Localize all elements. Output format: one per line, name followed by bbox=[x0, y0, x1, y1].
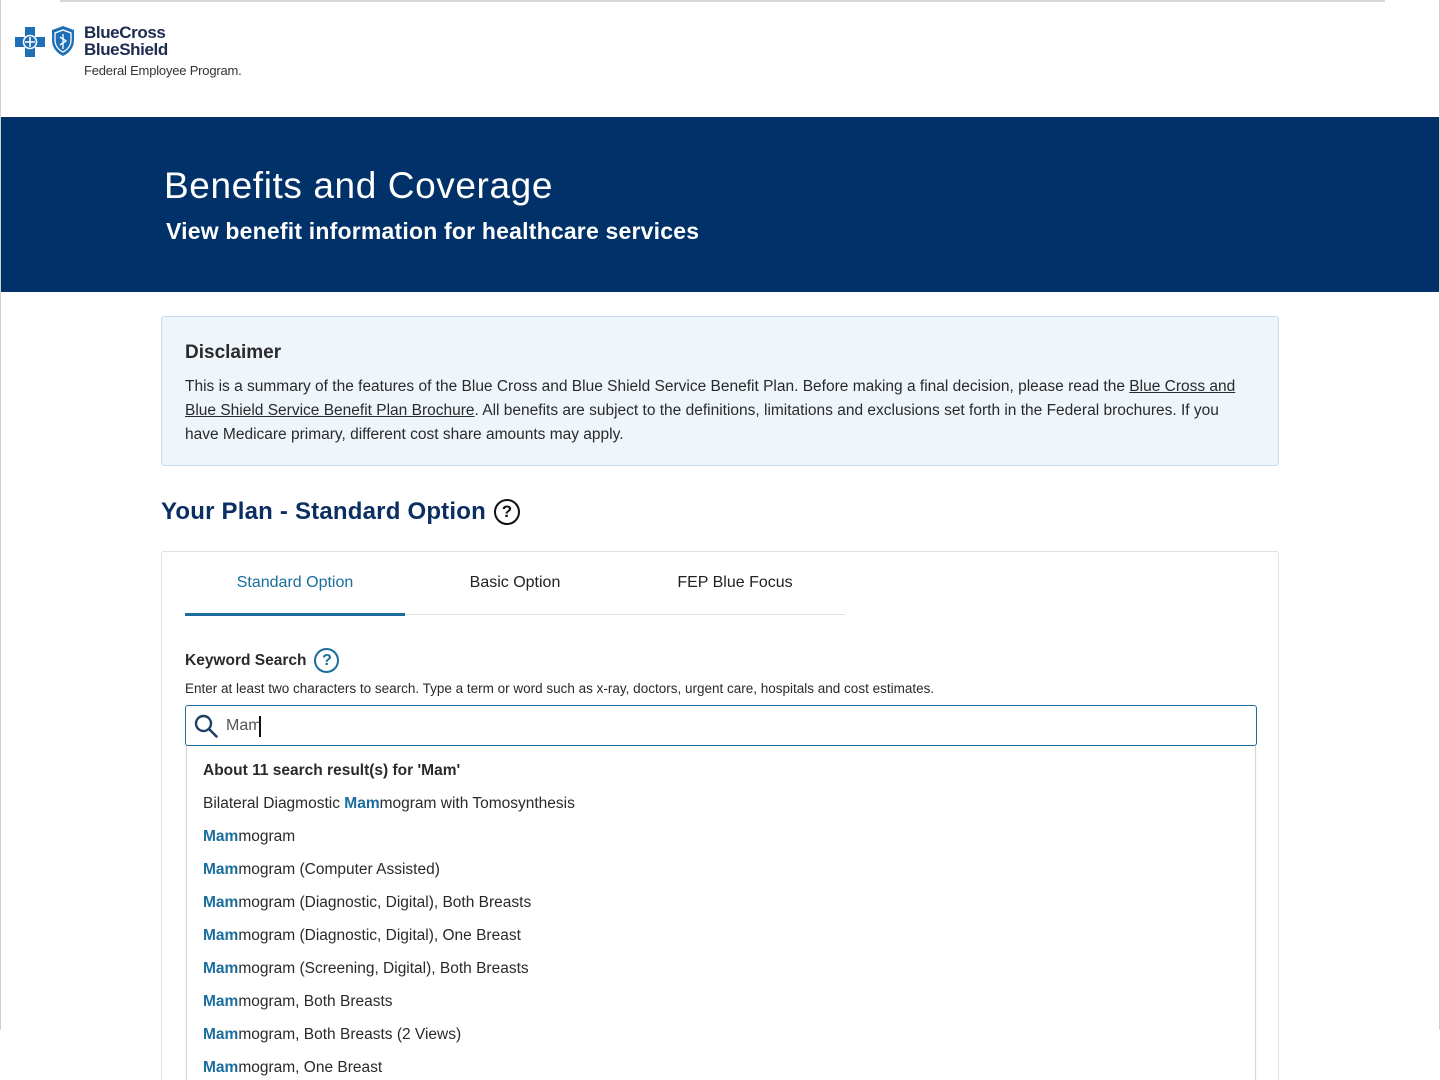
site-header bbox=[0, 0, 1440, 117]
search-result-item[interactable] bbox=[203, 993, 575, 1026]
plan-title: Your Plan - Standard Option bbox=[161, 498, 486, 525]
search-result-item[interactable] bbox=[203, 828, 575, 861]
logo-brand-line-1: BlueCross bbox=[84, 23, 166, 42]
hero-banner bbox=[1, 117, 1439, 292]
keyword-search-box[interactable] bbox=[185, 705, 1257, 746]
blue-cross-icon bbox=[14, 26, 46, 58]
plan-card bbox=[161, 551, 1279, 1080]
search-results-summary: About 11 search result(s) for 'Mam' bbox=[203, 762, 461, 779]
result-match-highlight: Mam bbox=[203, 927, 239, 944]
result-text-after: mogram, Both Breasts bbox=[238, 993, 393, 1010]
logo-brand-line-2: BlueShield bbox=[84, 40, 168, 59]
logo-wordmark bbox=[84, 24, 242, 78]
blue-shield-icon bbox=[50, 25, 76, 57]
search-results-list bbox=[203, 795, 575, 1080]
result-text-after: mogram (Screening, Digital), Both Breasts bbox=[238, 960, 529, 977]
result-match-highlight: Mam bbox=[203, 993, 239, 1010]
disclaimer-text-part-1: This is a summary of the features of the Blue Cross and Blue Shield Service Benefit Plan. Before making a final decision, please read the bbox=[185, 378, 1130, 395]
plan-help-icon[interactable]: ? bbox=[494, 499, 520, 525]
logo-subtitle: Federal Employee Program. bbox=[84, 63, 242, 78]
tab-standard-option[interactable]: Standard Option bbox=[185, 552, 405, 615]
disclaimer-title: Disclaimer bbox=[185, 342, 282, 363]
plan-tabs bbox=[185, 552, 845, 615]
result-text-after: mogram (Diagnostic, Digital), Both Breasts bbox=[238, 894, 532, 911]
result-text-before: Bilateral Diagmostic bbox=[203, 795, 345, 812]
keyword-search-help-icon[interactable]: ? bbox=[314, 648, 339, 673]
search-result-item[interactable] bbox=[203, 795, 575, 828]
result-match-highlight: Mam bbox=[203, 828, 239, 845]
search-result-item[interactable] bbox=[203, 927, 575, 960]
search-icon bbox=[193, 713, 219, 739]
bcbs-fep-logo[interactable] bbox=[14, 24, 242, 78]
plan-heading bbox=[161, 498, 520, 526]
keyword-search-label: Keyword Search bbox=[185, 651, 307, 669]
search-result-item[interactable] bbox=[203, 894, 575, 927]
tab-basic-option[interactable]: Basic Option bbox=[469, 573, 561, 591]
result-text-after: mogram bbox=[238, 828, 296, 845]
result-match-highlight: Mam bbox=[344, 795, 380, 812]
disclaimer-text bbox=[185, 375, 1255, 447]
tab-fep-blue-focus[interactable]: FEP Blue Focus bbox=[677, 573, 793, 591]
search-result-item[interactable] bbox=[203, 861, 575, 894]
disclaimer-panel bbox=[161, 316, 1279, 466]
result-match-highlight: Mam bbox=[203, 1026, 239, 1043]
result-match-highlight: Mam bbox=[203, 894, 239, 911]
result-match-highlight: Mam bbox=[203, 960, 239, 977]
text-caret bbox=[259, 716, 261, 737]
search-result-item[interactable] bbox=[203, 1026, 575, 1059]
search-result-item[interactable] bbox=[203, 960, 575, 993]
disclaimer-text-part-2: . All benefits are subject to the definitions, limitations and exclusions set forth in the Federal brochures. If you have Medicare primary, different cost share amounts may apply. bbox=[185, 402, 1219, 443]
keyword-search-help-text: Enter at least two characters to search. Type a term or word such as x-ray, doctors, urgent care, hospitals and cost estimates. bbox=[185, 681, 935, 696]
result-text-after: mogram (Diagnostic, Digital), One Breast bbox=[238, 927, 521, 944]
result-text-after: mogram, Both Breasts (2 Views) bbox=[238, 1026, 462, 1043]
page-title: Benefits and Coverage bbox=[164, 165, 554, 206]
keyword-search-label-row bbox=[185, 648, 339, 673]
result-match-highlight: Mam bbox=[203, 1059, 239, 1076]
keyword-search-input[interactable] bbox=[226, 708, 1226, 744]
brochure-link[interactable]: Blue Cross and Blue Shield Service Benefit Plan Brochure bbox=[185, 378, 1236, 419]
result-text-after: mogram with Tomosynthesis bbox=[379, 795, 575, 812]
search-results-dropdown bbox=[186, 746, 1256, 1080]
result-match-highlight: Mam bbox=[203, 861, 239, 878]
search-result-item[interactable] bbox=[203, 1059, 575, 1080]
result-text-after: mogram (Computer Assisted) bbox=[238, 861, 440, 878]
result-text-after: mogram, One Breast bbox=[238, 1059, 383, 1076]
page-subtitle: View benefit information for healthcare services bbox=[166, 218, 700, 244]
